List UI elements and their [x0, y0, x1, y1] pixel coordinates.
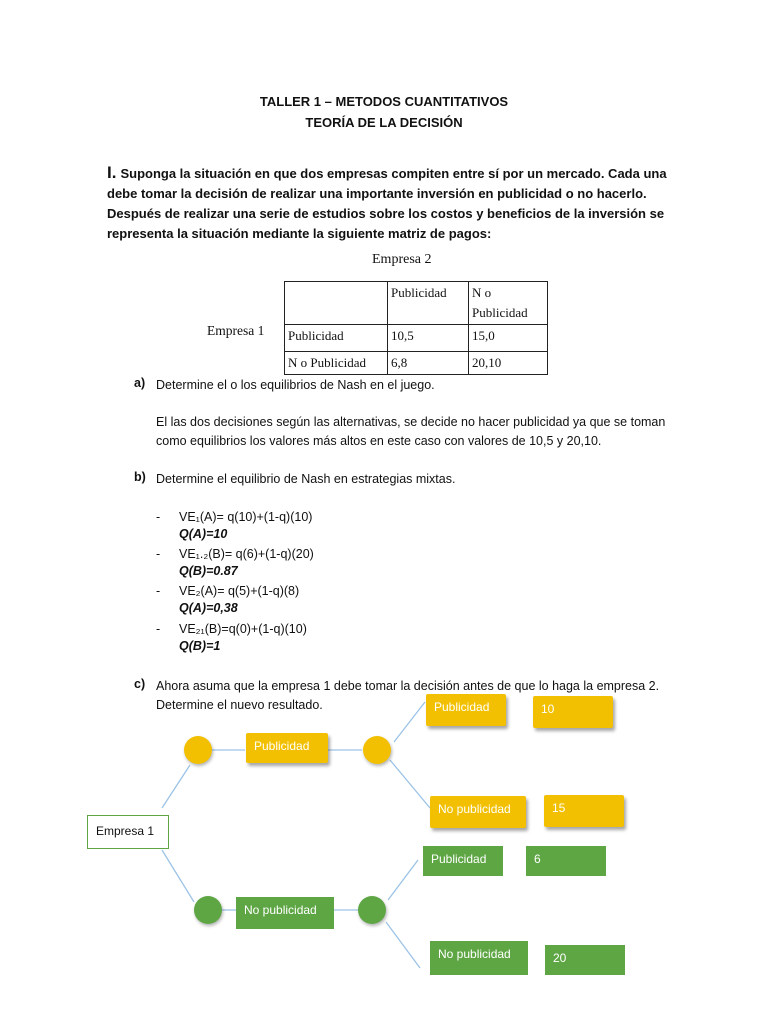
formula-result: Q(A)=0,38 — [179, 601, 238, 615]
section-b-question: Determine el equilibrio de Nash en estrategias mixtas. — [156, 472, 456, 486]
section-a-label: a) — [134, 376, 146, 390]
leaf-payoff: 6 — [526, 846, 606, 876]
connector-line — [386, 922, 420, 968]
intro-text: Suponga la situación en que dos empresas compiten entre sí por un mercado. Cada una debe tomar la decisión de realizar una importante inversión en publicidad o no hacerlo. Después de realizar una serie de estudios sobre los costos y beneficios de la inversión se representa la situación mediante la siguiente matriz de pagos: — [107, 166, 667, 241]
section-a-answer: El las dos decisiones según las alternativas, se decide no hacer publicidad ya que se toman como equilibrios los valores más altos en este caso con valores de 10,5 y 20,10. — [156, 415, 666, 448]
formula: VE₁.₂(B)= q(6)+(1-q)(20) — [179, 547, 314, 561]
leaf-label: Publicidad — [426, 694, 506, 726]
section-a-question: Determine el o los equilibrios de Nash en el juego. — [156, 378, 435, 392]
leaf-payoff: 20 — [545, 945, 625, 975]
branch-node-bottom: No publicidad — [236, 897, 334, 929]
formula: VE₁(A)= q(10)+(1-q)(10) — [179, 510, 313, 524]
matrix-col-header: Publicidad — [388, 282, 469, 325]
leaf-label: Publicidad — [423, 846, 503, 876]
formula: VE₂₁(B)=q(0)+(1-q)(10) — [179, 622, 307, 636]
matrix-cell: 20,10 — [469, 352, 548, 375]
leaf-payoff: 15 — [544, 795, 624, 827]
matrix-cell: 6,8 — [388, 352, 469, 375]
bullet: - — [156, 584, 161, 598]
matrix-col-header: N o Publicidad — [469, 282, 548, 325]
section-c-question: Ahora asuma que la empresa 1 debe tomar la decisión antes de que lo haga la empresa 2. Determine el nuevo resultado. — [156, 679, 660, 712]
formula-result: Q(B)=0.87 — [179, 564, 238, 578]
decision-node — [184, 736, 212, 764]
connector-line — [394, 702, 425, 742]
tree-root-label: Empresa 1 — [96, 824, 155, 838]
leaf-label: No publicidad — [430, 941, 528, 975]
bullet: - — [156, 547, 161, 561]
formula-result: Q(B)=1 — [179, 639, 221, 653]
matrix-side-label: Empresa 1 — [207, 323, 265, 338]
decision-node — [358, 896, 386, 924]
leaf-payoff: 10 — [533, 696, 613, 728]
document-subtitle: TEORÍA DE LA DECISIÓN — [305, 115, 463, 130]
decision-node — [194, 896, 222, 924]
bullet: - — [156, 510, 161, 524]
connector-line — [162, 850, 194, 902]
section-number: I. — [107, 163, 117, 182]
matrix-row-header: Publicidad — [285, 325, 388, 352]
tree-root-node — [87, 815, 169, 849]
section-c-label: c) — [134, 677, 146, 691]
matrix-cell: 10,5 — [388, 325, 469, 352]
document-title: TALLER 1 – METODOS CUANTITATIVOS — [259, 94, 509, 109]
connector-line — [390, 760, 430, 808]
matrix-top-label: Empresa 2 — [372, 252, 432, 267]
connector-line — [388, 860, 418, 900]
bullet: - — [156, 622, 161, 636]
connector-line — [162, 765, 190, 808]
branch-node-top: Publicidad — [246, 733, 328, 763]
section-b-label: b) — [134, 470, 146, 484]
matrix-row-header: N o Publicidad — [285, 352, 388, 375]
formula: VE₂(A)= q(5)+(1-q)(8) — [179, 584, 300, 598]
leaf-label: No publicidad — [430, 796, 526, 828]
formula-result: Q(A)=10 — [179, 527, 228, 541]
matrix-cell: 15,0 — [469, 325, 548, 352]
decision-node — [363, 736, 391, 764]
